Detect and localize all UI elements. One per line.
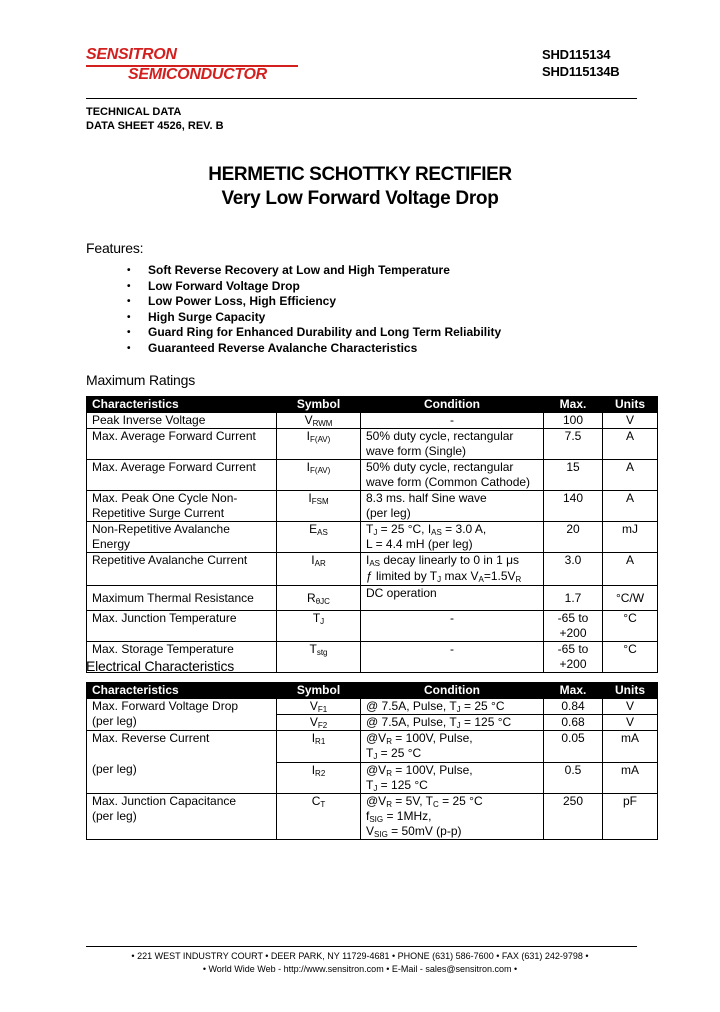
bullet-icon: •: [127, 296, 131, 308]
bullet-icon: •: [127, 327, 131, 339]
header-divider: [86, 98, 637, 99]
list-item: • Low Power Loss, High Efficiency: [127, 294, 337, 309]
electrical-table: [86, 682, 658, 840]
table-row: $V_{F2}$ @ 7.5A, Pulse, $T_J = 125$ °C 0.68 V: [87, 715, 658, 731]
table-row: Repetitive Avalanche Current $I_{AR}$ $I_{AS}$ decay linearly to 0 in 1 μs ƒ limited by $T_J$ $\max V_A=1.5V_R$ 3.0 A: [87, 553, 658, 586]
table-header-row: [87, 397, 658, 413]
footer-address: • 221 WEST INDUSTRY COURT • DEER PARK, NY 11729-4681 • PHONE (631) 586-7600 • FAX (631) 242-9798 •: [131, 951, 589, 961]
col-header: Max.: [544, 683, 603, 699]
datasheet-label: DATA SHEET 4526, REV. B: [86, 120, 224, 132]
table-row: Max. Storage Temperature $T_{stg}$ - -65 to +200 °C: [87, 642, 658, 673]
part-number-1: SHD115134: [542, 47, 611, 62]
list-item: • Low Forward Voltage Drop: [127, 278, 300, 293]
table-row: Max. Junction Temperature $T_J$ - -65 to +200 °C: [87, 611, 658, 642]
table-row: Max. Reverse Current (per leg) $I_{R1}$ $@V_R = 100V$, Pulse, $T_J = 25$ °C 0.05 mA: [87, 731, 658, 763]
footer-contact: • World Wide Web - http://www.sensitron.com • E-Mail - sales@sensitron.com •: [202, 964, 518, 974]
table-row: $I_{R2}$ $@V_R = 100V$, Pulse, $T_J = 125$ °C 0.5 mA: [87, 763, 658, 794]
max-ratings-table: [86, 396, 658, 673]
table-header-row: [87, 683, 658, 699]
logo-semiconductor: SEMICONDUCTOR: [128, 66, 267, 83]
bullet-icon: •: [127, 265, 131, 276]
list-item: • Guaranteed Reverse Avalanche Characteristics: [127, 340, 418, 355]
bullet-icon: •: [127, 342, 131, 354]
table-row: Max. Average Forward Current $I_{F(AV)}$ 50% duty cycle, rectangular wave form (Single) 7.5 A: [87, 429, 658, 460]
col-header: Condition: [361, 683, 544, 699]
col-header: Characteristics: [87, 397, 277, 413]
list-item: • Soft Reverse Recovery at Low and High Temperature: [127, 263, 450, 277]
col-header: Units: [603, 683, 658, 699]
col-header: Condition: [361, 397, 544, 413]
logo-sensitron: SENSITRON: [86, 46, 177, 63]
col-header: Symbol: [277, 683, 361, 699]
page-subtitle: Very Low Forward Voltage Drop: [221, 188, 499, 209]
max-ratings-heading: Maximum Ratings: [86, 372, 196, 388]
bullet-icon: •: [127, 280, 131, 292]
list-item: • High Surge Capacity: [127, 309, 266, 324]
table-row: Max. Average Forward Current $I_{F(AV)}$ 50% duty cycle, rectangular wave form (Common Cathode) 15 A: [87, 460, 658, 491]
table-row: Max. Forward Voltage Drop (per leg) $V_{F1}$ @ 7.5A, Pulse, $T_J = 25$ °C 0.84 V: [87, 699, 658, 715]
col-header: Max.: [544, 397, 603, 413]
table-row: Max. Peak One Cycle Non- Repetitive Surge Current $I_{FSM}$ 8.3 ms. half Sine wave (per leg) 140 A: [87, 491, 658, 522]
part-number-2: SHD115134B: [542, 64, 620, 79]
col-header: Symbol: [277, 397, 361, 413]
features-list: [127, 263, 501, 357]
list-item: • Guard Ring for Enhanced Durability and Long Term Reliability: [127, 325, 502, 340]
page-title: HERMETIC SCHOTTKY RECTIFIER: [208, 164, 512, 185]
table-row: Peak Inverse Voltage $V_{RWM}$ - 100 V: [87, 413, 658, 429]
table-row: Non-Repetitive Avalanche Energy $E_{AS}$ $T_J = 25$ °C, $I_{AS} = 3.0$ A, L = 4.4 mH (per leg) 20 mJ: [87, 522, 658, 553]
electrical-heading: Electrical Characteristics: [86, 658, 235, 674]
footer-divider: [86, 946, 637, 947]
col-header: Characteristics: [87, 683, 277, 699]
technical-data-label: TECHNICAL DATA: [86, 106, 182, 118]
features-heading: Features:: [86, 240, 144, 256]
col-header: Units: [603, 397, 658, 413]
table-row: Max. Junction Capacitance (per leg) $C_T$ $@V_R = 5V$, $T_C = 25$ °C $f_{SIG} = 1MHz$, $V_{SIG} = 50mV$ (p-p) 250 pF: [87, 794, 658, 840]
table-row: Maximum Thermal Resistance $R_{\theta JC}$ DC operation 1.7 °C/W: [87, 586, 658, 611]
bullet-icon: •: [127, 311, 131, 323]
